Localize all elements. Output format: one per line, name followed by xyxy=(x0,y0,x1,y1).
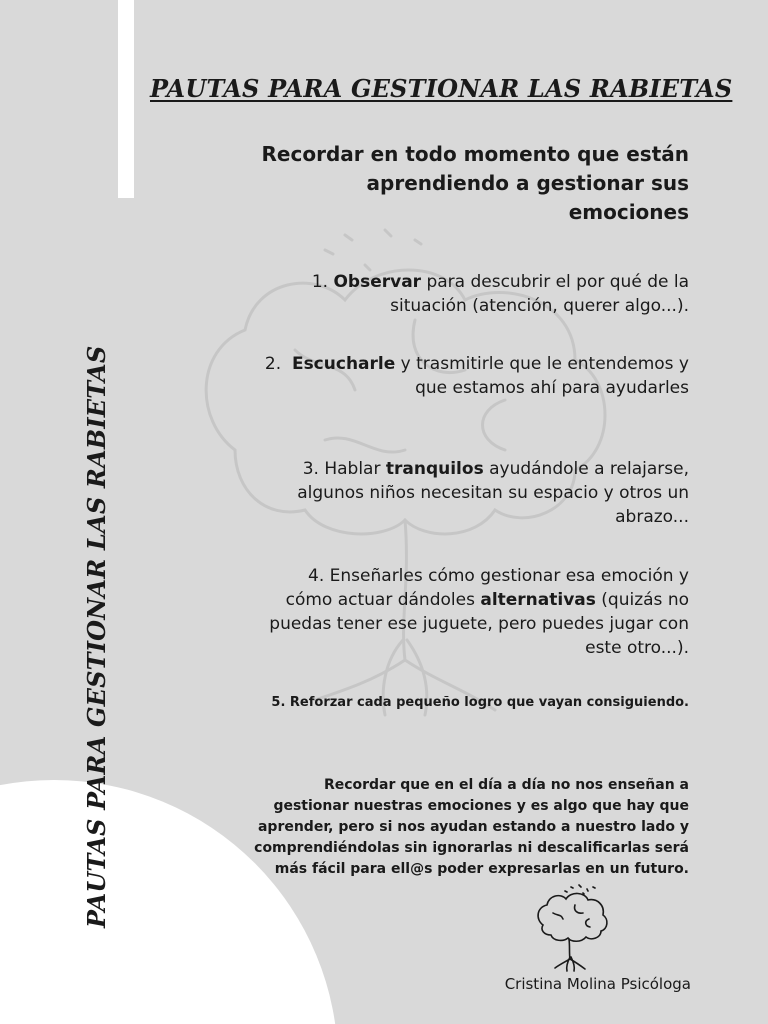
closing-line: Recordar que en el día a día no nos enseñan a xyxy=(323,777,689,793)
intro-line: emociones xyxy=(568,200,689,224)
tip-text: y trasmitirle que le entendemos y xyxy=(400,354,689,374)
tip-text: abrazo... xyxy=(615,507,689,527)
author-signature: Cristina Molina Psicóloga xyxy=(504,975,691,993)
tip-keyword: Escucharle xyxy=(291,354,396,374)
tip-text: puedas tener ese juguete, pero puedes jugar con xyxy=(269,614,689,634)
tip-keyword: tranquilos xyxy=(385,459,484,479)
tip-keyword: alternativas xyxy=(480,590,596,610)
tip-text: ayudándole a relajarse, xyxy=(489,459,689,479)
intro-statement xyxy=(169,140,689,227)
tip-text: para descubrir el por qué de la xyxy=(426,272,689,292)
tip-text: 3. Hablar xyxy=(302,459,381,479)
tip-3 xyxy=(189,457,689,529)
tip-text: situación (atención, querer algo...). xyxy=(390,296,689,316)
brain-tree-logo-icon xyxy=(531,883,611,973)
closing-paragraph xyxy=(189,775,689,880)
tip-text: algunos niños necesitan su espacio y otros un xyxy=(297,483,689,503)
tip-keyword: Observar xyxy=(333,272,422,292)
tip-4 xyxy=(189,564,689,660)
tip-1 xyxy=(209,270,689,318)
tip-5: 5. Reforzar cada pequeño logro que vayan consiguiendo. xyxy=(271,695,689,710)
page-title: PAUTAS PARA GESTIONAR LAS RABIETAS xyxy=(150,74,733,103)
tip-text: 4. Enseñarles cómo gestionar esa emoción y xyxy=(308,566,689,586)
tip-text: (quizás no xyxy=(601,590,689,610)
tip-2 xyxy=(189,352,689,400)
closing-line: más fácil para ell@s poder expresarlas en un futuro. xyxy=(274,861,689,877)
intro-line: Recordar en todo momento que están xyxy=(261,142,689,166)
tip-text: que estamos ahí para ayudarles xyxy=(415,378,689,398)
closing-line: aprender, pero si nos ayudan estando a nuestro lado y xyxy=(257,819,689,835)
vertical-side-title: PAUTAS PARA GESTIONAR LAS RABIETAS xyxy=(82,345,111,928)
decorative-white-bar xyxy=(118,0,134,198)
tip-number: 1. xyxy=(311,272,329,292)
closing-line: gestionar nuestras emociones y es algo que hay que xyxy=(273,798,689,814)
closing-line: comprendiéndolas sin ignorarlas ni descalificarlas será xyxy=(254,840,689,856)
tip-text: cómo actuar dándoles xyxy=(285,590,475,610)
tip-text: este otro...). xyxy=(585,638,689,658)
tip-number: 2. xyxy=(264,354,282,374)
intro-line: aprendiendo a gestionar sus xyxy=(366,171,689,195)
